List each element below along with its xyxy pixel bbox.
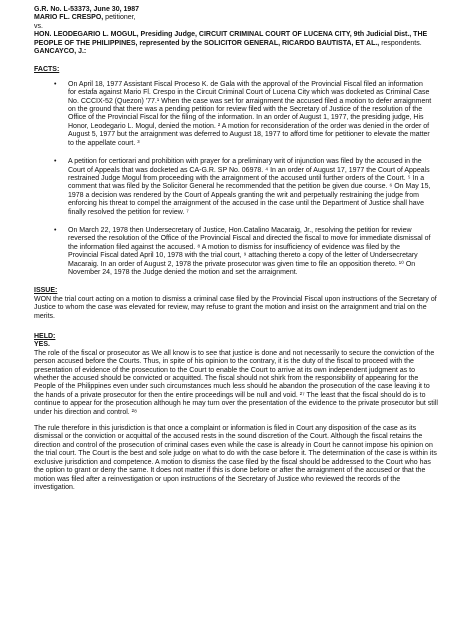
held-paragraph-2: The rule therefore in this jurisdiction is that once a complaint or information is filed in Court any disposition of the case as its dismissal or the conviction or acquittal of the accused rests in the sound discretion of the Court. Although the fiscal retains the direction and control of the prosecution of criminal cases even while the case is already in Court he cannot impose his opinion on the trial court. The Court is the best and sole judge on what to do with the case before it. The determination of the case is within its exclusive jurisdiction and competence. A motion to dismiss the case filed by the fiscal should be addressed to the Court who has the option to grant or deny the same. It does not matter if this is done before or after the arraignment of the accused or that the motion was filed after a reinvestigation or upon instructions of the Secretary of Justice who reviewed the records of the investigation. xyxy=(34,425,437,491)
case-header xyxy=(34,6,440,56)
facts-item: • On March 22, 1978 then Undersecretary of Justice, Hon.Catalino Macaraig, Jr., resolving the petition for review reversed the resolution of the Office of the Provincial Fiscal and directed the fiscal to move for immediate dismissal of the information filed against the accused. ⁸ A motion to dismiss for insufficiency of evidence was filed by the Provincial Fiscal dated April 10, 1978 with the trial court, ⁹ attaching thereto a copy of the letter of Undersecretary Macaraig. In an order of August 2, 1978 the private prosecutor was given time to file an opposition thereto. ¹⁰ On November 24, 1978 the Judge denied the motion and set the arraignment. xyxy=(34,227,440,277)
respondents-line xyxy=(34,31,440,48)
petitioner-role: petitioner, xyxy=(103,14,136,22)
petitioner-line xyxy=(34,14,440,22)
held-paragraph-1: The role of the fiscal or prosecutor as We all know is to see that justice is done and not necessarily to secure the conviction of the person accused before the Courts. Thus, in spite of his opinion to the contrary, it is the duty of the fiscal to proceed with the presentation of evidence of the prosecution to the Court to enable the Court to arrive at its own independent judgment as to whether the accused should be convicted or acquitted. The fiscal should not shirk from the responsibility of appearing for the People of the Philippines even under such circumstances much less should he abandon the prosecution of the case leaving it to the hands of a private prosecutor for then the entire proceedings will be null and void. ²⁷ The least that the fiscal should do is to continue to appear for the prosecution although he may turn over the presentation of the evidence to the private prosecutor but still under his direction and control. ²⁸ xyxy=(34,349,438,416)
respondents-names: HON. LEODEGARIO L. MOGUL, Presiding Judge, CIRCUIT CRIMINAL COURT OF LUCENA CITY, 9th Judicial Dist., THE PEOPLE OF THE PHILIPPINES, represented by the SOLICITOR GENERAL, RICARDO BAUTISTA, ET AL., xyxy=(34,31,428,47)
respondents-role: respondents. xyxy=(379,39,422,47)
facts-list xyxy=(34,81,440,278)
facts-item: • A petition for certiorari and prohibition with prayer for a preliminary writ of injunction was filed by the accused in the Court of Appeals that was docketed as CA-G.R. SP No. 06978. ⁴ In an order of August 17, 1977 the Court of Appeals restrained Judge Mogul from proceeding with the arraignment of the accused until further orders of the Court. ⁵ In a comment that was filed by the Solicitor General he recommended that the petition be given due course. ⁶ On May 15, 1978 a decision was rendered by the Court of Appeals granting the writ and perpetually restraining the judge from enforcing his threat to compel the arraignment of the accused in the case until the Department of Justice shall have finally resolved the petition for review. ⁷ xyxy=(34,158,440,217)
held-answer: YES. xyxy=(34,341,50,349)
facts-heading: FACTS: xyxy=(34,66,60,74)
versus-line: vs. xyxy=(34,22,43,30)
issue-heading: ISSUE: xyxy=(34,287,58,295)
issue-text: WON the trial court acting on a motion to dismiss a criminal case filed by the Provincial Fiscal upon instructions of the Secretary of Justice to whom the case was elevated for review, may refuse to grant the motion and insist on the arraignment and trial on the merits. xyxy=(34,295,437,320)
paragraph-spacer xyxy=(34,417,440,425)
case-number: G.R. No. L-53373, June 30, 1987 xyxy=(34,6,140,13)
ponente: GANCAYCO, J.: xyxy=(34,48,87,56)
held-heading: HELD: xyxy=(34,333,56,340)
facts-item: • On April 18, 1977 Assistant Fiscal Proceso K. de Gala with the approval of the Provincial Fiscal filed an information for estafa against Mario Fl. Crespo in the Circuit Criminal Court of Lucena City which was docketed as Criminal Case No. CCCIX-52 (Quezon) '77.¹ When the case was set for arraignment the accused filed a motion to defer arraignment on the ground that there was a pending petition for review filed with the Secretary of Justice of the resolution of the Office of the Provincial Fiscal for the filing of the information. In an order of August 1, 1977, the presiding judge, His Honor, Leodegario L. Mogul, denied the motion. ² A motion for reconsideration of the order was denied in the order of August 5, 1977 but the arraignment was deferred to August 18, 1977 to afford time for petitioner to elevate the matter to the appellate court. ³ xyxy=(34,81,440,148)
petitioner-name: MARIO FL. CRESPO, xyxy=(34,14,104,22)
